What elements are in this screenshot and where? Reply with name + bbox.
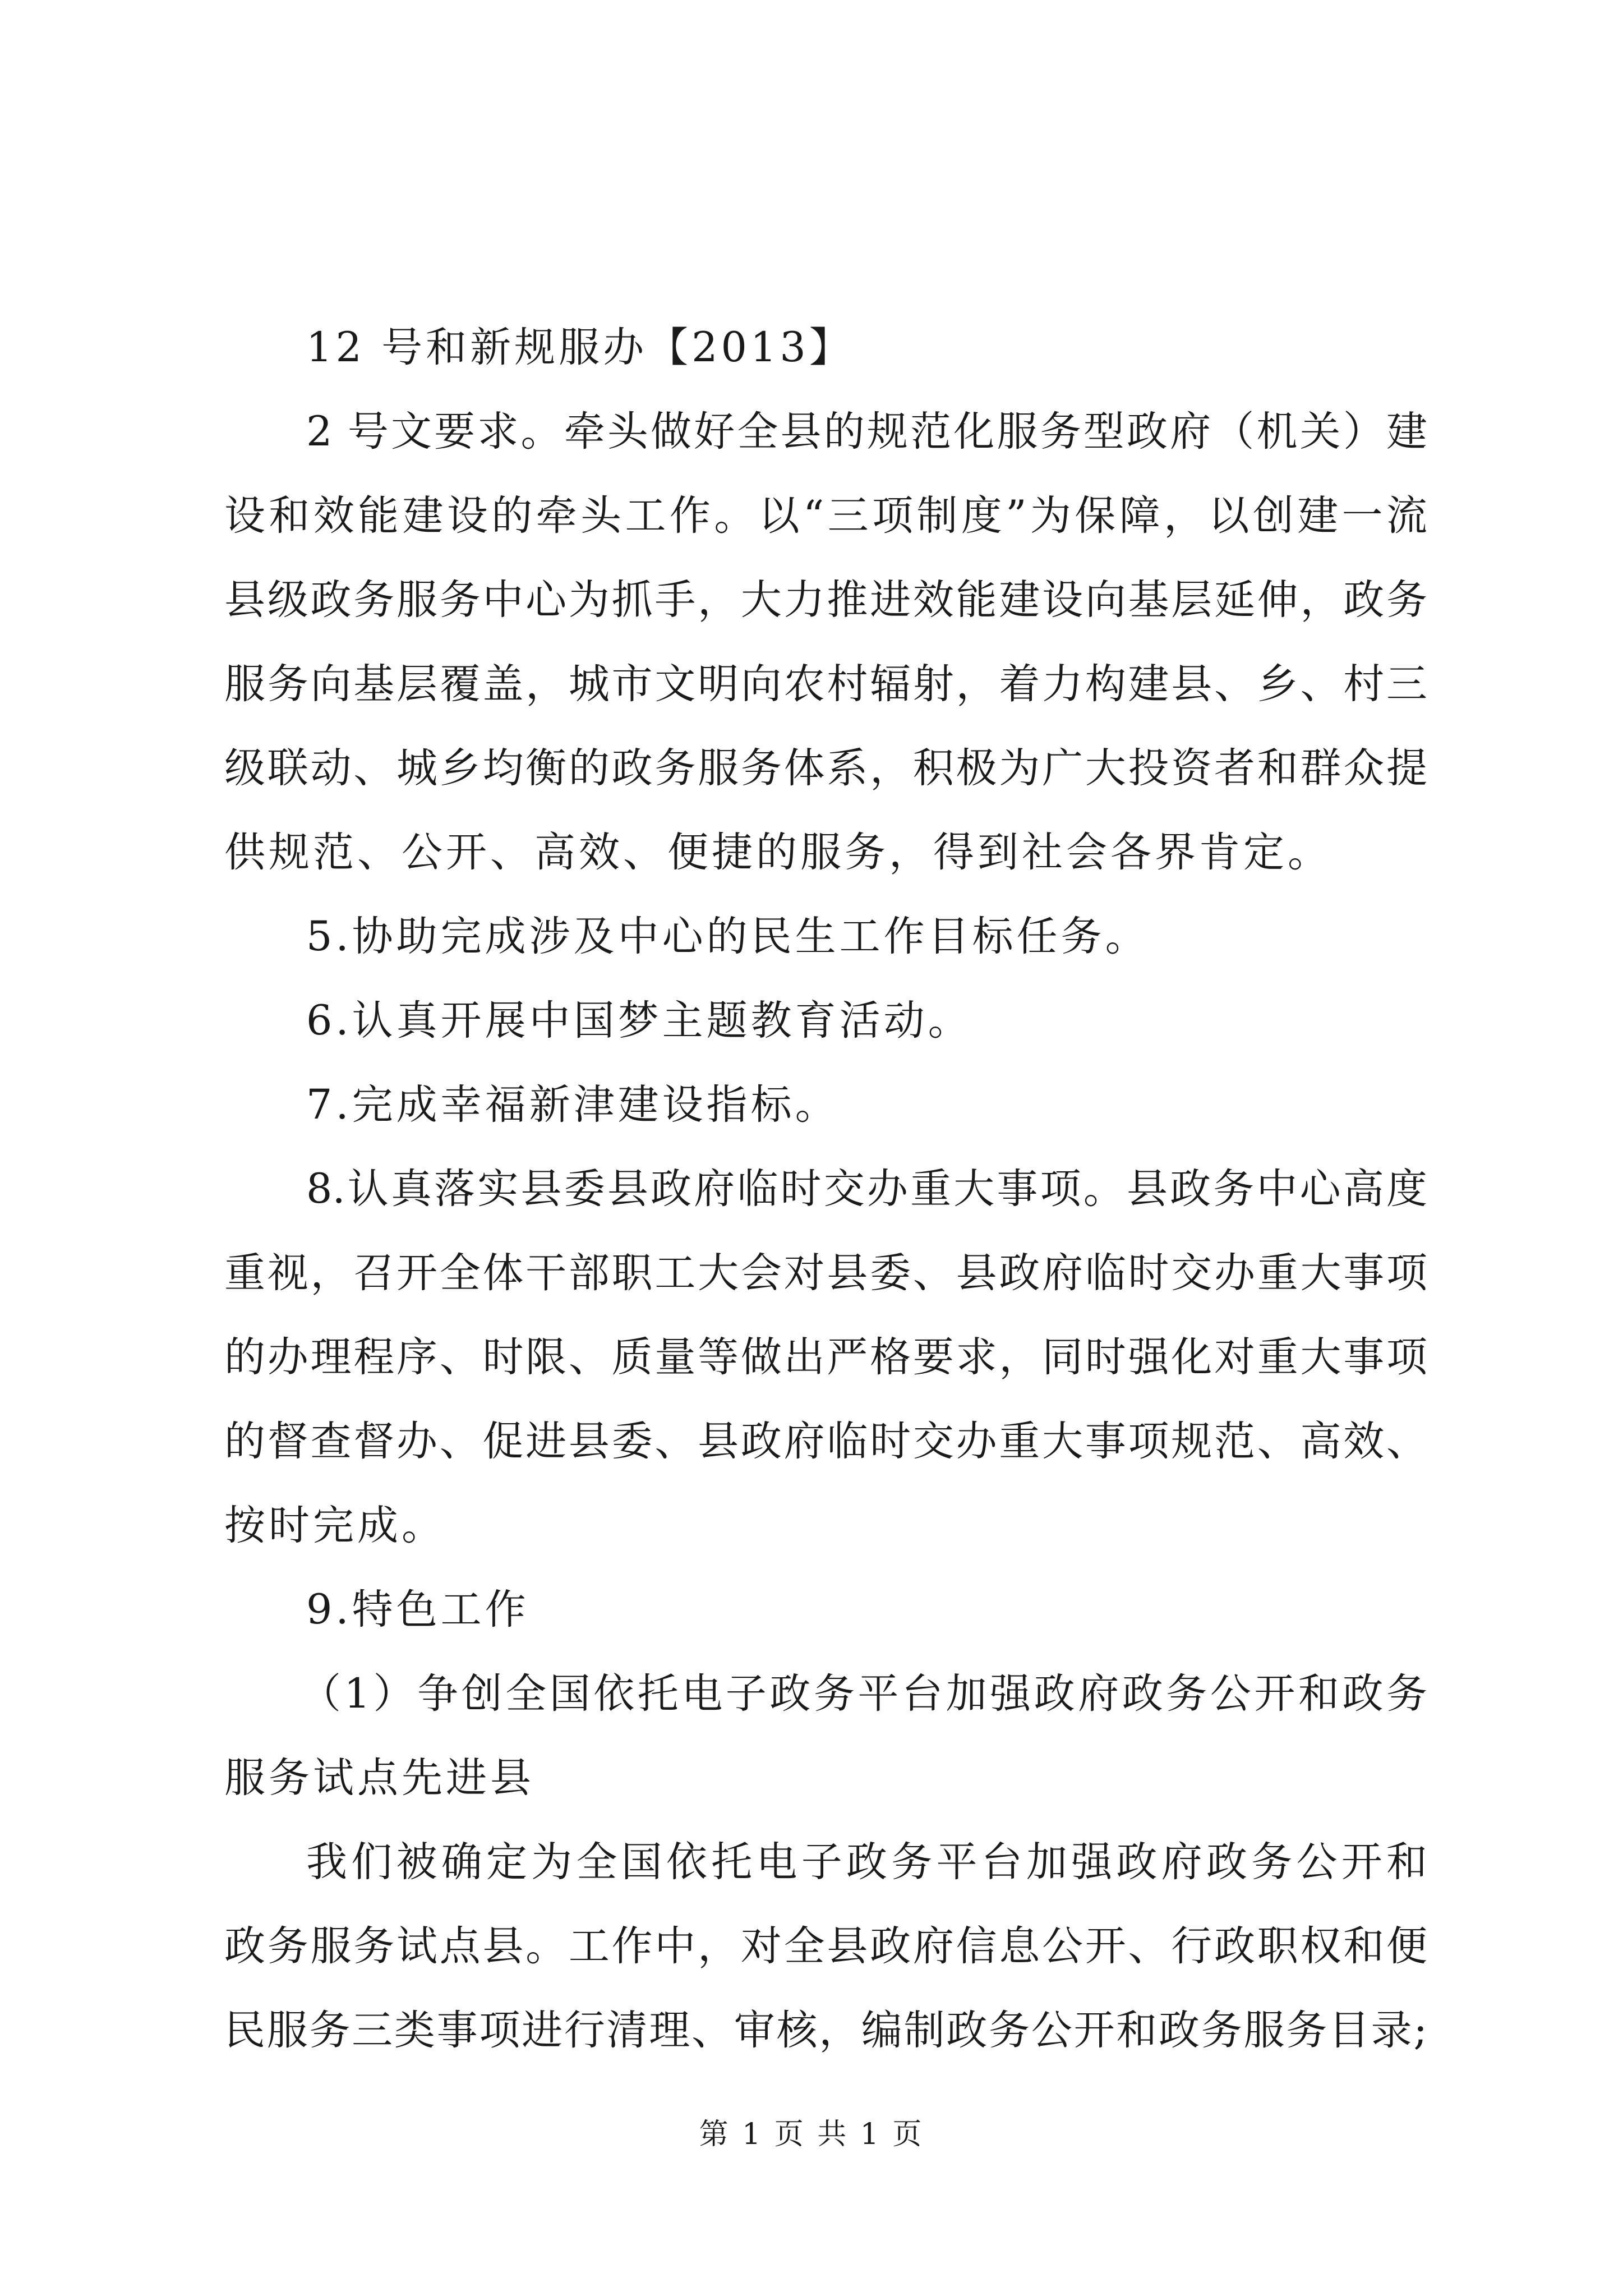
- text-line-21: 民服务三类事项进行清理、审核，编制政务公开和政务服务目录;: [224, 2007, 1427, 2054]
- text-line-18: 服务试点先进县: [224, 1754, 534, 1802]
- text-line-6: 级联动、城乡均衡的政务服务体系，积极为广大投资者和群众提: [224, 744, 1427, 792]
- text-line-7: 供规范、公开、高效、便捷的服务，得到社会各界肯定。: [224, 829, 1332, 876]
- text-line-9: 6.认真开展中国梦主题教育活动。: [306, 997, 972, 1045]
- text-line-15: 按时完成。: [224, 1502, 446, 1549]
- text-line-16: 9.特色工作: [306, 1586, 529, 1634]
- text-line-14: 的督查督办、促进县委、县政府临时交办重大事项规范、高效、: [224, 1418, 1427, 1465]
- text-line-1: 12 号和新规服办【2013】: [306, 324, 854, 371]
- text-line-10: 7.完成幸福新津建设指标。: [306, 1081, 840, 1129]
- text-line-20: 政务服务试点县。工作中，对全县政府信息公开、行政职权和便: [224, 1922, 1427, 1970]
- document-body: [224, 306, 1427, 2073]
- text-line-4: 县级政务服务中心为抓手，大力推进效能建设向基层延伸，政务: [224, 576, 1427, 624]
- text-line-2: 2 号文要求。牵头做好全县的规范化服务型政府（机关）建: [306, 408, 1427, 455]
- text-line-13: 的办理程序、时限、质量等做出严格要求，同时强化对重大事项: [224, 1333, 1427, 1381]
- text-line-5: 服务向基层覆盖，城市文明向农村辐射，着力构建县、乡、村三: [224, 660, 1427, 708]
- text-line-19: 我们被确定为全国依托电子政务平台加强政府政务公开和: [306, 1838, 1427, 1886]
- text-line-11: 8.认真落实县委县政府临时交办重大事项。县政务中心高度: [306, 1165, 1427, 1213]
- text-line-8: 5.协助完成涉及中心的民生工作目标任务。: [306, 913, 1150, 960]
- text-line-17: （1）争创全国依托电子政务平台加强政府政务公开和政务: [300, 1670, 1427, 1718]
- text-line-12: 重视，召开全体干部职工大会对县委、县政府临时交办重大事项: [224, 1249, 1427, 1297]
- text-line-3: 设和效能建设的牵头工作。以“三项制度”为保障，以创建一流: [224, 492, 1427, 540]
- page-footer: 第 1 页 共 1 页: [699, 2118, 924, 2151]
